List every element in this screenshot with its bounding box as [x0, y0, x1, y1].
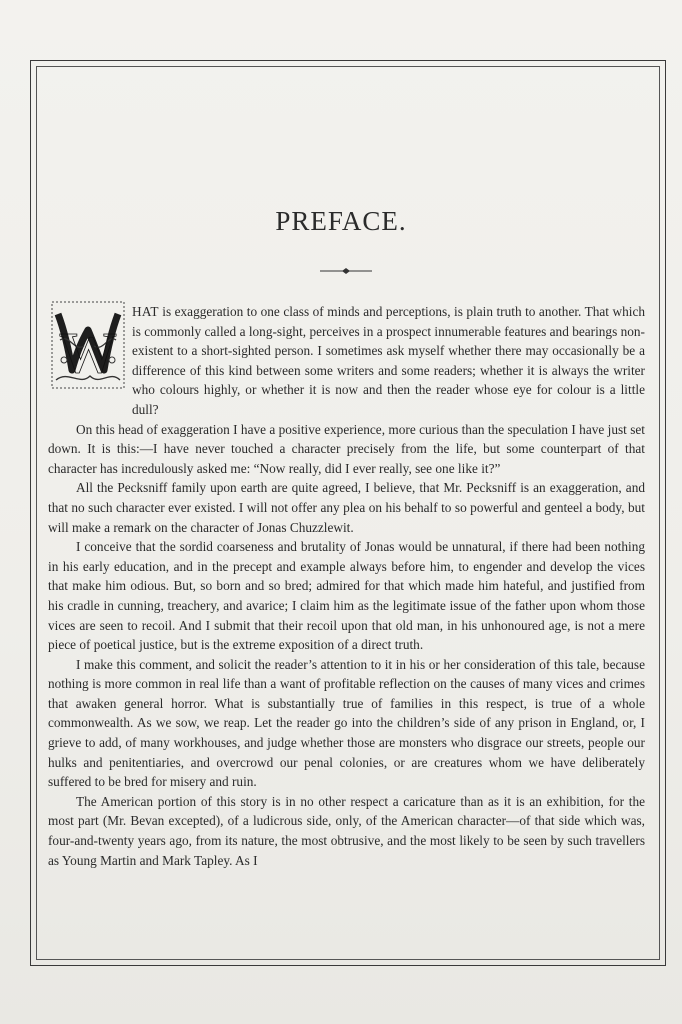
decorated-initial-w: [50, 300, 126, 390]
preface-body: [48, 302, 645, 870]
paragraph-text: is exaggeration to one class of minds and perceptions, is plain truth to another. That which is commonly called a long-sight, perceives in a prospect innumerable features and bearings non-existent to a short-sighted person. I sometimes ask myself whether there may occasionally be a difference of this kind between some writers and some readers; whether it is always the writer who colours highly, or whether it is now and then the reader whose eye for colour is a little dull?: [132, 304, 645, 417]
first-word-rest: HAT: [132, 304, 159, 319]
paragraph-3: All the Pecksniff family upon earth are quite agreed, I believe, that Mr. Pecksniff is an exaggeration, and that no such character ever existed. I will not offer any plea on his behalf to so powerful and genteel a body, but will make a remark on the character of Jonas Chuzzlewit.: [48, 480, 645, 535]
paragraph-1: [48, 302, 645, 420]
page-title: PREFACE.: [275, 206, 407, 236]
paragraph-5: I make this comment, and solicit the reader’s attention to it in his or her consideration of this tale, because nothing is more common in real life than a want of profitable reflection on the causes of many vices and crimes that awaken general horror. What is substantially true of families in this respect, is true of a whole commonwealth. As we sow, we reap. Let the reader go into the children’s side of any prison in England, or, I grieve to add, of many workhouses, and judge whether those are monsters who disgrace our streets, people our hulks and penitentiaries, and overcrowd our penal colonies, or are creatures whom we have deliberately suffered to be bred for misery and ruin.: [48, 656, 645, 790]
title-ornament: [320, 266, 372, 276]
paragraph-2: On this head of exaggeration I have a positive experience, more curious than the speculation I have just set down. It is this:—I have never touched a character precisely from the life, but some counterpart of that character has incredulously asked me: “Now really, did I ever really, see one like it?”: [48, 421, 645, 476]
paragraph-4: I conceive that the sordid coarseness and brutality of Jonas would be unnatural, if there had been nothing in his early education, and in the precept and example always before him, to engender and develop the vices that make him odious. But, so born and so bred; admired for that which made him hateful, and justified from his cradle in cunning, treachery, and avarice; I claim him as the legitimate issue of the father upon whom those vices are seen to recoil. And I submit that their recoil upon that old man, in his unhonoured age, is not a mere piece of poetical justice, but is the extreme exposition of a direct truth.: [48, 539, 645, 653]
dropcap-letter: W: [59, 320, 117, 385]
paragraph-6: The American portion of this story is in no other respect a caricature than as it is an exhibition, for the most part (Mr. Bevan excepted), of a ludicrous side, only, of the American character—of that side which was, four-and-twenty years ago, from its nature, the most obtrusive, and the most likely to be seen by such travellers as Young Martin and Mark Tapley. As I: [48, 793, 645, 868]
